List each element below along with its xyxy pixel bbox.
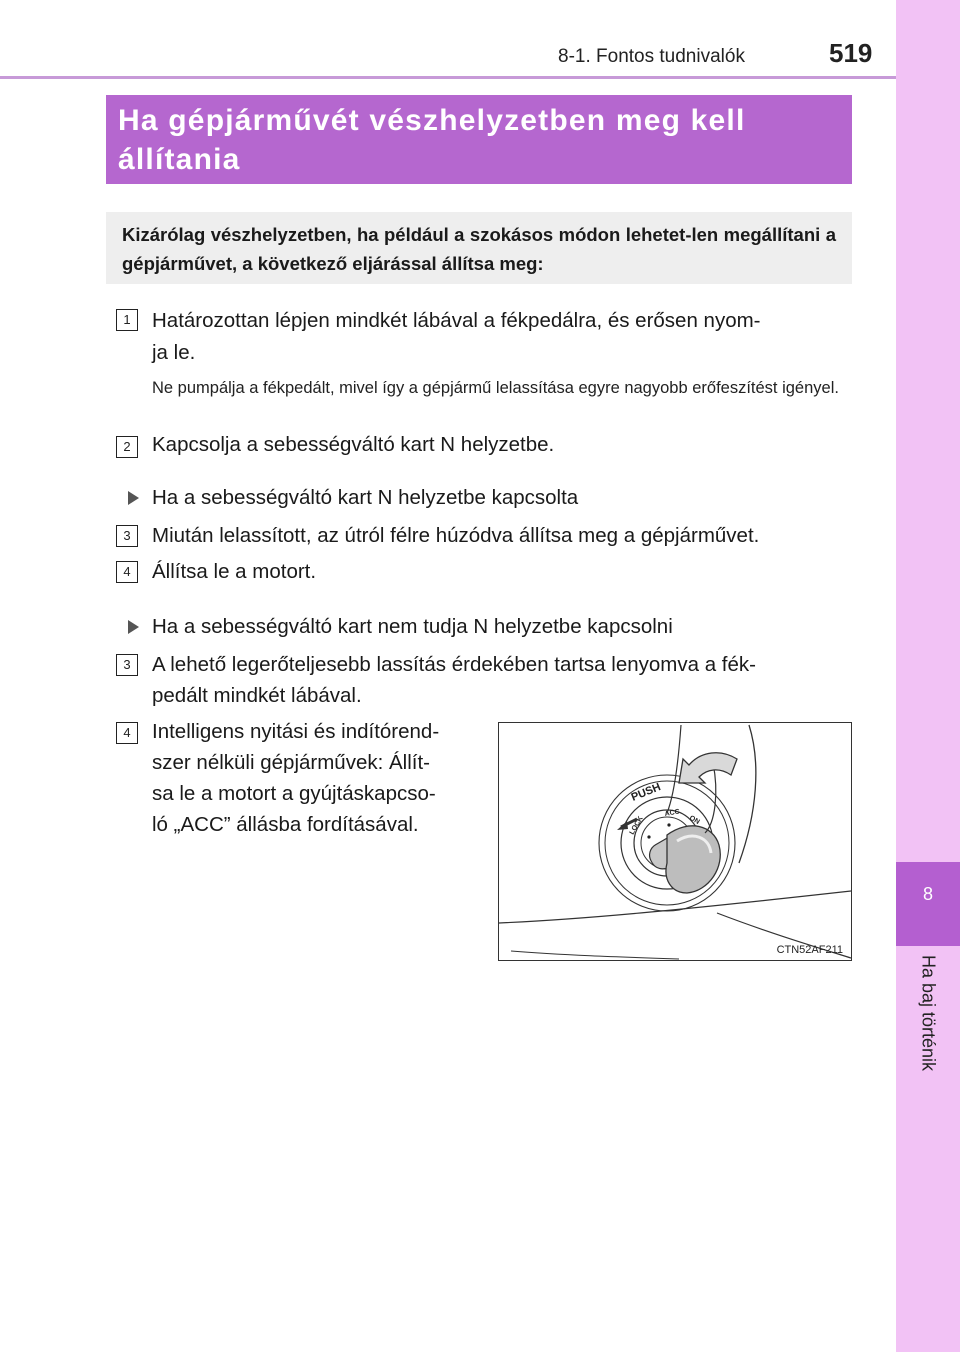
- section-title-box: [106, 95, 852, 184]
- header-rule: [0, 76, 896, 79]
- step-2-text: Kapcsolja a sebességváltó kart N helyzetbe.: [152, 433, 555, 456]
- condition-arrow-icon: [128, 620, 139, 634]
- step-4-text: Állítsa le a motort.: [152, 560, 317, 583]
- step-number-4b: 4: [116, 722, 138, 744]
- condition-arrow-icon: [128, 491, 139, 505]
- section-reference: 8-1. Fontos tudnivalók: [558, 46, 745, 67]
- step-3b-line-2: pedált mindkét lábával.: [152, 684, 362, 707]
- step-1-line-1: Határozottan lépjen mindkét lábával a fékpedálra, és erősen nyom-: [152, 309, 761, 332]
- step-3-text: Miután lelassított, az útról félre húzódva állítsa meg a gépjárművet.: [152, 524, 760, 547]
- chapter-title: Ha baj történik: [918, 955, 939, 1072]
- intro-box: [106, 212, 852, 284]
- step-4b-line-3: sa le a motort a gyújtáskapcso-: [152, 782, 436, 805]
- step-4b-text: [152, 716, 486, 840]
- chapter-number: 8: [922, 884, 933, 904]
- condition-2-text: Ha a sebességváltó kart nem tudja N helyzetbe kapcsolni: [152, 615, 673, 638]
- step-4b-line-2: szer nélküli gépjárművek: Állít-: [152, 751, 430, 774]
- on-label: ON: [688, 814, 701, 826]
- lock-label: LOCK: [628, 815, 645, 836]
- step-number-2: 2: [116, 436, 138, 458]
- ignition-switch-drawing: [499, 723, 851, 960]
- intro-text: Kizárólag vészhelyzetben, ha például a szokásos módon lehetet-len megállítani a gépjárművet, a következő eljárással állítsa meg:: [122, 224, 836, 274]
- push-label: PUSH: [629, 781, 663, 804]
- step-4b-line-4: ló „ACC” állásba fordításával.: [152, 813, 419, 836]
- step-number-4: 4: [116, 561, 138, 583]
- step-number-3: 3: [116, 525, 138, 547]
- ignition-switch-illustration: [498, 722, 852, 961]
- step-1-line-2: ja le.: [152, 341, 196, 364]
- rotate-arrow-icon: [679, 753, 737, 783]
- step-number-1: 1: [116, 309, 138, 331]
- step-4b-line-1: Intelligens nyitási és indítórend-: [152, 720, 440, 743]
- side-tab-upper: [896, 0, 960, 862]
- figure-code: CTN52AF211: [776, 944, 843, 956]
- condition-1-text: Ha a sebességváltó kart N helyzetbe kapcsolta: [152, 486, 579, 509]
- step-number-3b: 3: [116, 654, 138, 676]
- step-3b-line-1: A lehető legerőteljesebb lassítás érdekében tartsa lenyomva a fék-: [152, 653, 756, 676]
- section-title: Ha gépjárművét vészhelyzetben meg kell állítania: [118, 104, 746, 176]
- page-number: 519: [829, 38, 873, 68]
- acc-label: ACC: [664, 808, 681, 818]
- step-1-note: Ne pumpálja a fékpedált, mivel így a gépjármű lelassítása egyre nagyobb erőfeszítést igényel.: [152, 379, 839, 397]
